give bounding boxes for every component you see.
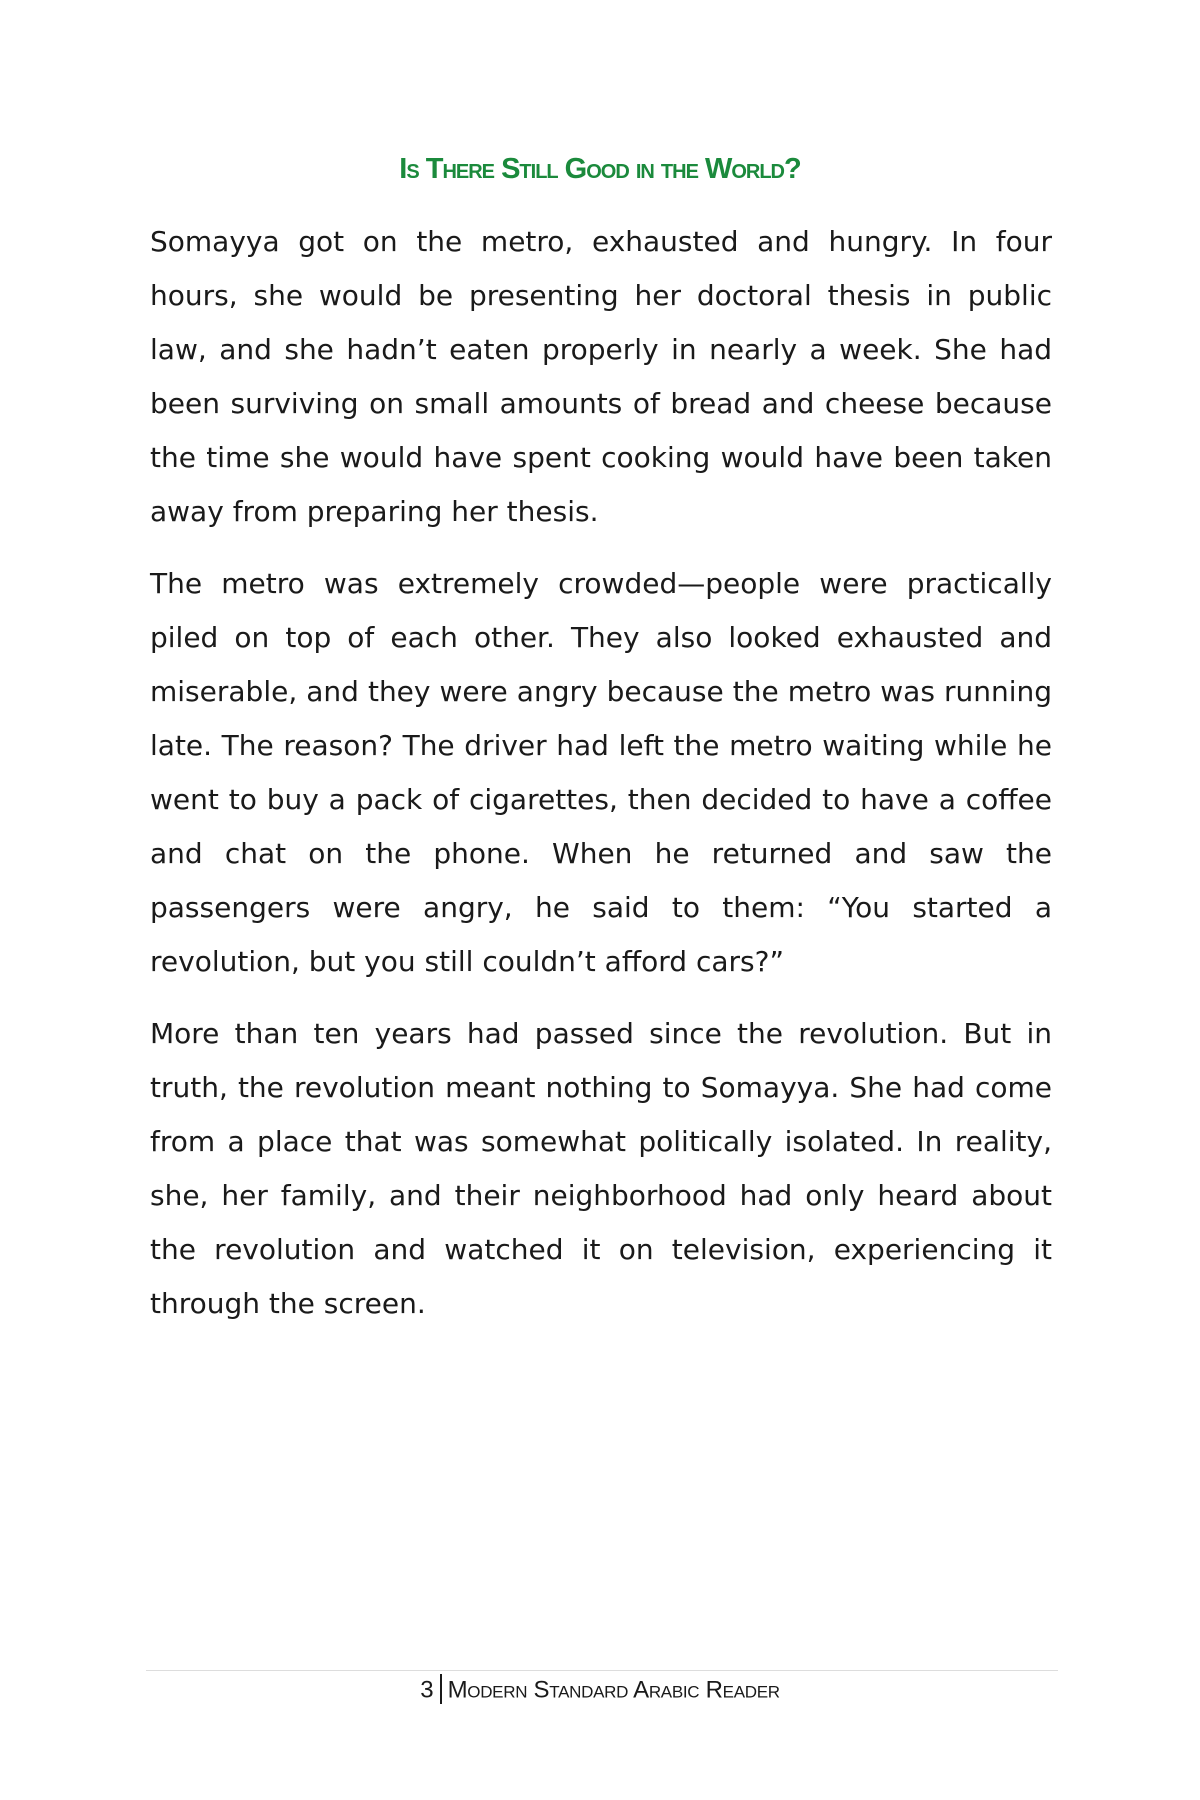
book-title: Modern Standard Arabic Reader — [447, 1676, 780, 1704]
story-body — [150, 215, 1052, 1349]
footer-divider — [146, 1670, 1058, 1671]
paragraph: Somayya got on the metro, exhausted and hungry. In four hours, she would be presenting her doctoral thesis in public law, and she hadn’t eaten properly in nearly a week. She had been surviving on small amounts of bread and cheese because the time she would have spent cooking would have been taken away from preparing her thesis. — [150, 225, 1052, 528]
page-footer — [0, 1676, 1200, 1706]
page-number: 3 — [420, 1676, 434, 1704]
footer-separator — [440, 1674, 442, 1704]
paragraph: More than ten years had passed since the revolution. But in truth, the revolution meant nothing to Somayya. She had come from a place that was somewhat politically isolated. In reality, she, her family, and their neighborhood had only heard about the revolution and watched it on television, experiencing it through the screen. — [150, 1017, 1052, 1320]
paragraph: The metro was extremely crowded—people were practically piled on top of each other. They also looked exhausted and miserable, and they were angry because the metro was running late. The reason? The driver had left the metro waiting while he went to buy a pack of cigarettes, then decided to have a coffee and chat on the phone. When he returned and saw the passengers were angry, he said to them: “You started a revolution, but you still couldn’t afford cars?” — [150, 567, 1052, 978]
story-title: Is There Still Good in the World? — [399, 153, 801, 185]
